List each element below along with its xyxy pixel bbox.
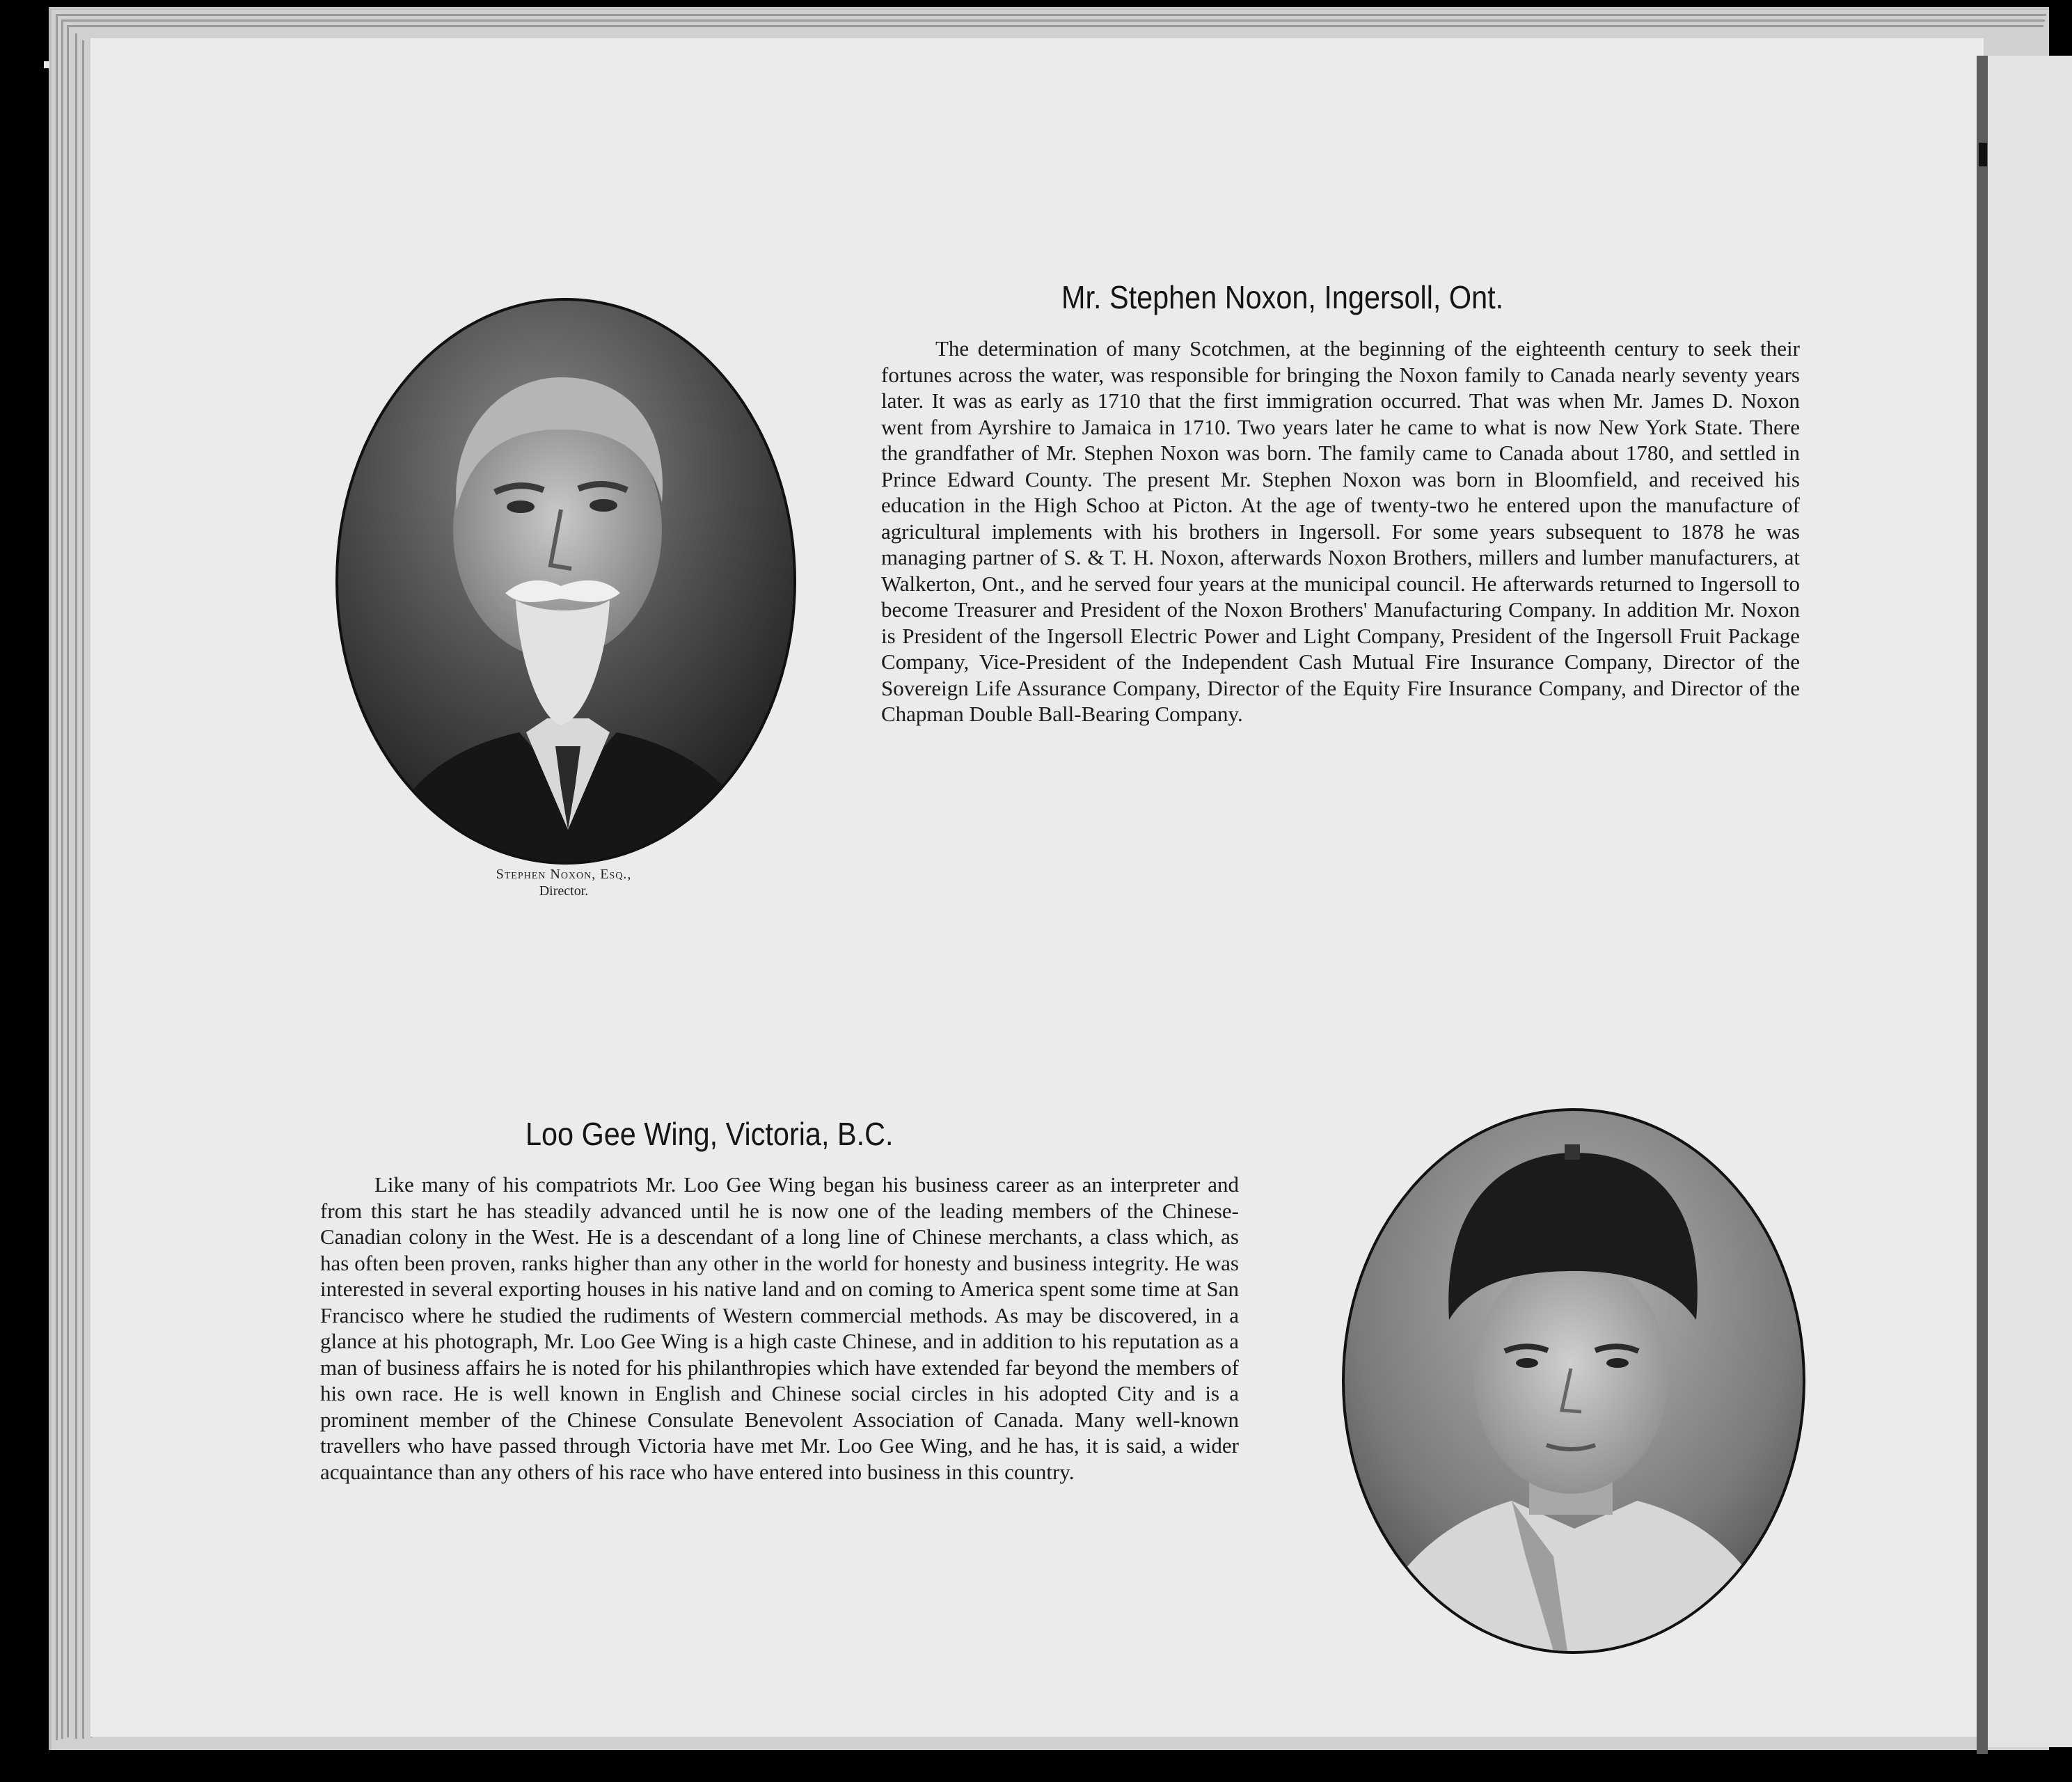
scan-speck <box>44 61 49 68</box>
portrait-loo-gee-wing <box>1342 1108 1805 1654</box>
portrait-caption-stephen-noxon <box>390 866 738 899</box>
portrait-stephen-noxon <box>335 298 796 865</box>
heading-loo-gee-wing: Loo Gee Wing, Victoria, B.C. <box>525 1116 894 1152</box>
heading-stephen-noxon: Mr. Stephen Noxon, Ingersoll, Ont. <box>1061 279 1504 315</box>
caption-name: Stephen Noxon, Esq., <box>496 867 632 882</box>
book-spine <box>1977 56 1988 1754</box>
article-loo-gee-wing: Like many of his compatriots Mr. Loo Gee Wing began his business career as an interpreter and from this start he has steadily advanced until he is now one of the leading members of the Chinese-Canadian colony in the West. He is a descendant of a long line of Chinese merchants, a class which, as has often been proven, ranks higher than any other in the world for honesty and business integrity. He was interested in several exporting houses in his native land and on coming to America spent some time at San Francisco where he studied the rudiments of Western commercial methods. As may be discovered, in a glance at his photograph, Mr. Loo Gee Wing is a high caste Chinese, and in addition to his reputation as a man of business affairs he is noted for his philanthropies which have extended far beyond the members of his own race. He is well known in English and Chinese social circles in his adopted City and is a prominent member of the Chinese Consulate Benevolent Association of Canada. Many well-known travellers who have passed through Victoria have met Mr. Loo Gee Wing, and he has, it is said, a wider acquaintance than any others of his race who have entered into business in this country. <box>320 1172 1239 1484</box>
facing-page-edge <box>1988 56 2072 1747</box>
caption-role: Director. <box>539 883 589 899</box>
spine-mark <box>1979 143 1987 166</box>
article-stephen-noxon: The determination of many Scotchmen, at the beginning of the eighteenth century to seek their fortunes across the water, was responsible for bringing the Noxon family to Canada nearly seventy years later. It was as early as 1710 that the first immigration occurred. That was when Mr. James D. Noxon went from Ayrshire to Jamaica in 1710. Two years later he came to what is now New York State. There the grandfather of Mr. Stephen Noxon was born. The family came to Canada about 1780, and settled in Prince Edward County. The present Mr. Stephen Noxon was born in Bloomfield, and received his education in the High Schoo at Picton. At the age of twenty-two he entered upon the manufacture of agricultural implements with his brothers in Ingersoll. For some years subsequent to 1878 he was managing partner of S. & T. H. Noxon, afterwards Noxon Brothers, millers and lumber manufacturers, at Walkerton, Ont., and he served four years at the municipal council. He afterwards returned to Ingersoll to become Treasurer and President of the Noxon Brothers' Manufacturing Company. In addition Mr. Noxon is President of the Ingersoll Electric Power and Light Company, President of the Ingersoll Fruit Package Company, Vice-President of the Independent Cash Mutual Fire Insurance Company, Director of the Sovereign Life Assurance Company, Director of the Equity Fire Insurance Company, and Director of the Chapman Double Ball-Bearing Company. <box>881 336 1800 726</box>
